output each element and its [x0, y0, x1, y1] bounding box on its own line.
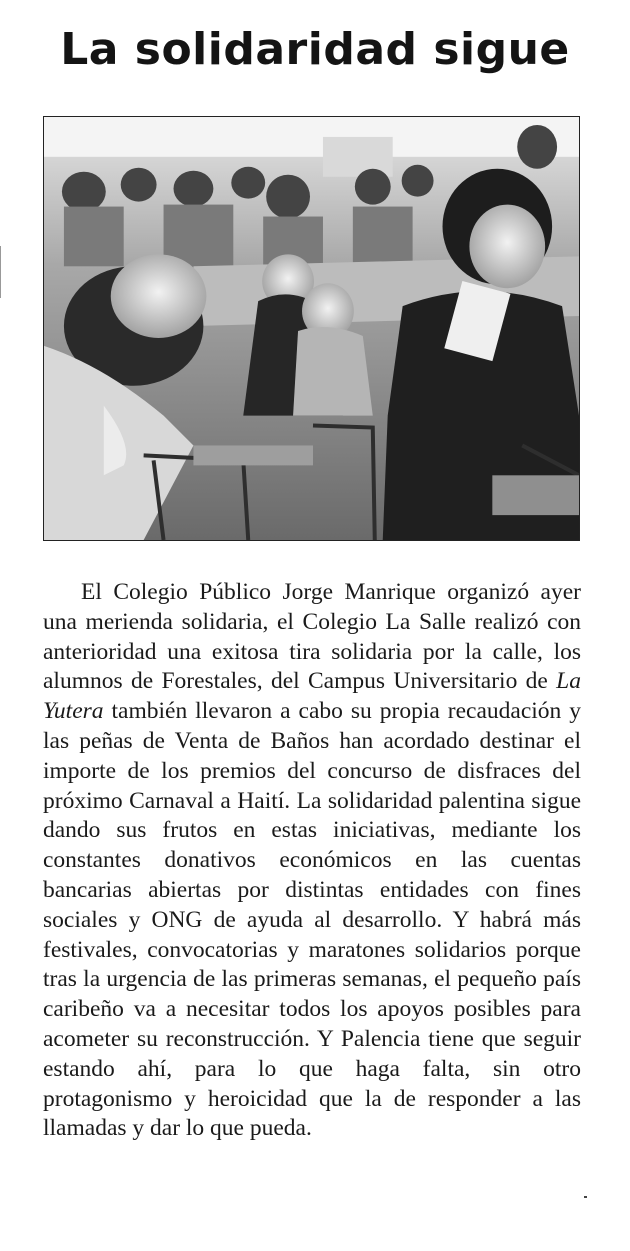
place-name-la-yutera: La Yutera: [43, 668, 581, 725]
article-body: [43, 578, 581, 1144]
article-headline: La solidaridad sigue: [60, 24, 570, 75]
article-photo: [43, 116, 580, 541]
article-body-part-2: también llevaron a cabo su propia recaudación y las peñas de Venta de Baños han acordado destinar el importe de los premios del concurso de disfraces del próximo Carnaval a Haití. La solidaridad palentina sigue dando sus frutos en estas iniciativas, mediante los constantes donativos económicos en las cuentas bancarias abiertas por distintas entidades con fines sociales y ONG de ayuda al desarrollo. Y habrá más festivales, convocatorias y maratones solidarios porque tras la urgencia de las primeras semanas, el pequeño país caribeño va a necesitar todos los apoyos posibles para acometer su reconstrucción. Y Palencia tiene que seguir estando ahí, para lo que haga falta, sin otro protagonismo y heroicidad que la de responder a las llamadas y dar lo que pueda.: [43, 698, 581, 1142]
article-body-part-1: El Colegio Público Jorge Manrique organizó ayer una merienda solidaria, el Colegio La Salle realizó con anterioridad una exitosa tira solidaria por la calle, los alumnos de Forestales, del Campus Universitario de: [43, 579, 581, 695]
photo-children-illustration: [44, 117, 579, 540]
end-mark: [584, 1196, 587, 1198]
margin-crop-mark: [0, 246, 7, 298]
